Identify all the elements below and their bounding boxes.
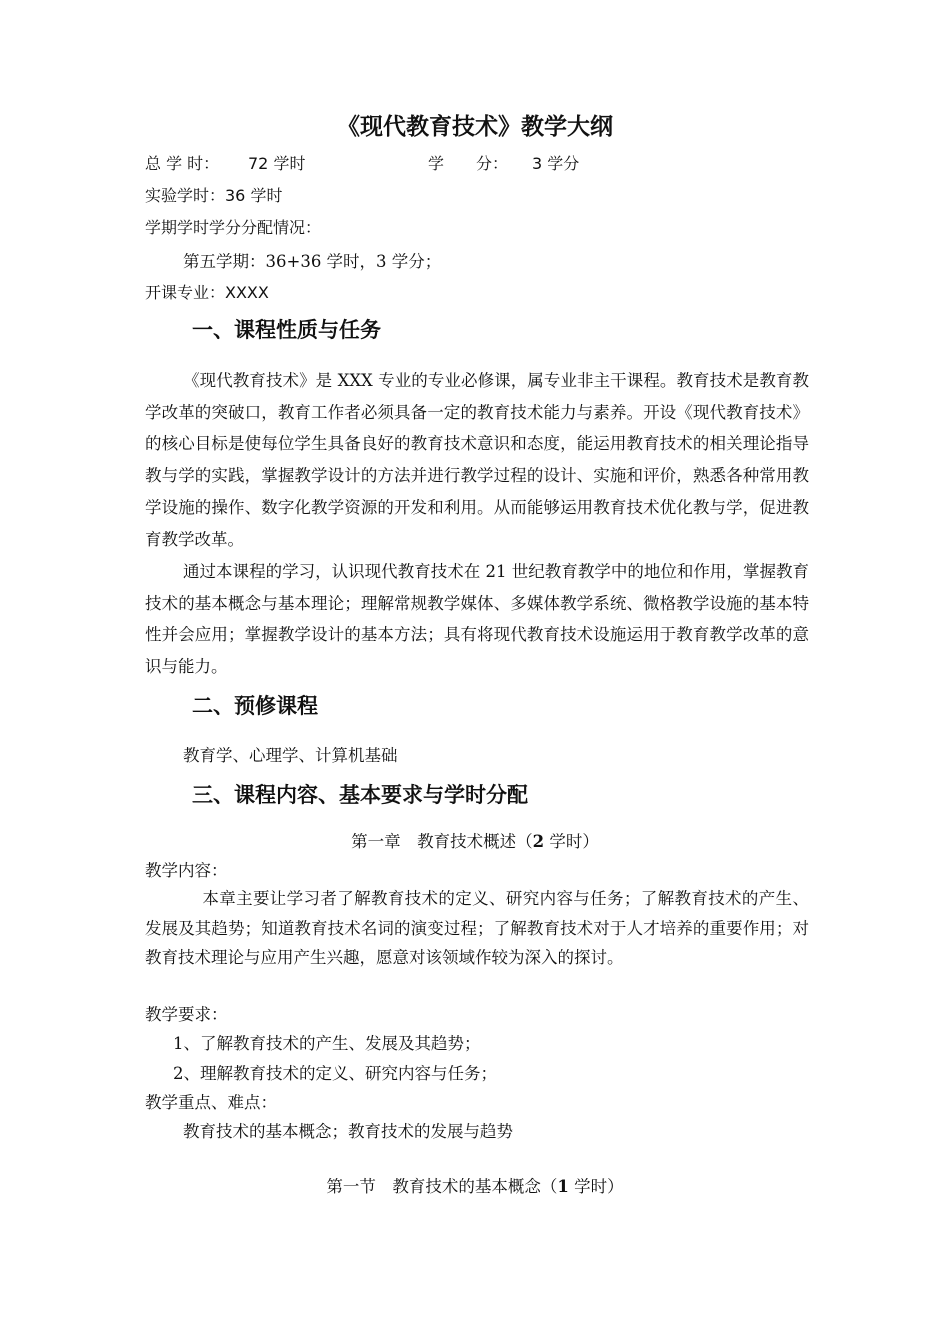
section3-heading: 三、课程内容、基本要求与学时分配: [192, 783, 528, 807]
key-points-label: 教学重点、难点：: [145, 1093, 277, 1112]
section-title-suffix: 学时）: [568, 1177, 624, 1196]
major: 开课专业：XXXX: [145, 283, 269, 302]
section-title: [0, 1173, 950, 1201]
chapter-title-suffix: 学时）: [544, 832, 599, 851]
distribution-value: 第五学期：36+36 学时，3 学分；: [183, 252, 442, 271]
content-paragraph: [145, 884, 809, 973]
chapter-title-prefix: 第一章 教育技术概述（: [351, 832, 533, 851]
section-hours: 1: [557, 1177, 569, 1196]
document-title: 《现代教育技术》教学大纲: [337, 114, 613, 140]
section2-heading: 二、预修课程: [192, 694, 318, 718]
credits-label: 学 分：: [428, 154, 509, 173]
requirement-item-2: 2、理解教育技术的定义、研究内容与任务；: [173, 1064, 497, 1083]
key-points-text: 教育技术的基本概念；教育技术的发展与趋势: [183, 1122, 513, 1141]
content-label: 教学内容：: [145, 861, 228, 880]
chapter-hours: 2: [532, 832, 545, 851]
distribution-label: 学期学时学分分配情况：: [145, 218, 322, 237]
chapter-title: [0, 828, 950, 856]
section-title-prefix: 第一节 教育技术的基本概念（: [326, 1177, 558, 1196]
requirements-label: 教学要求：: [145, 1005, 228, 1024]
prerequisites: 教育学、心理学、计算机基础: [183, 746, 398, 765]
section1-paragraph-2: [145, 556, 809, 683]
section1-heading: 一、课程性质与任务: [192, 318, 381, 342]
requirement-item-1: 1、了解教育技术的产生、发展及其趋势；: [173, 1034, 481, 1053]
credits-value: 3 学分: [532, 154, 580, 173]
content-paragraph-text: 本章主要让学习者了解教育技术的定义、研究内容与任务；了解教育技术的产生、发展及其趋势；知道教育技术名词的演变过程；了解教育技术对于人才培养的重要作用；对教育技术理论与应用产生兴趣，愿意对该领域作较为深入的探讨。: [145, 889, 809, 967]
section1-paragraph-2-text: 通过本课程的学习，认识现代教育技术在 21 世纪教育教学中的地位和作用，掌握教育技术的基本概念与基本理论；理解常规教学媒体、多媒体教学系统、微格教学设施的基本特性并会应用；掌握教学设计的基本方法；具有将现代教育技术设施运用于教育教学改革的意识与能力。: [145, 562, 809, 677]
lab-hours: 实验学时：36 学时: [145, 186, 283, 205]
section1-paragraph-1: [145, 365, 809, 555]
total-hours-label: 总 学 时：: [145, 154, 220, 173]
total-hours-value: 72 学时: [248, 154, 306, 173]
section1-paragraph-1-text: 《现代教育技术》是 XXX 专业的专业必修课，属专业非主干课程。教育技术是教育教学改革的突破口，教育工作者必须具备一定的教育技术能力与素养。开设《现代教育技术》的核心目标是使每位学生具备良好的教育技术意识和态度，能运用教育技术的相关理论指导教与学的实践，掌握教学设计的方法并进行教学过程的设计、实施和评价，熟悉各种常用教学设施的操作、数字化教学资源的开发和利用。从而能够运用教育技术优化教与学，促进教育教学改革。: [145, 371, 809, 549]
